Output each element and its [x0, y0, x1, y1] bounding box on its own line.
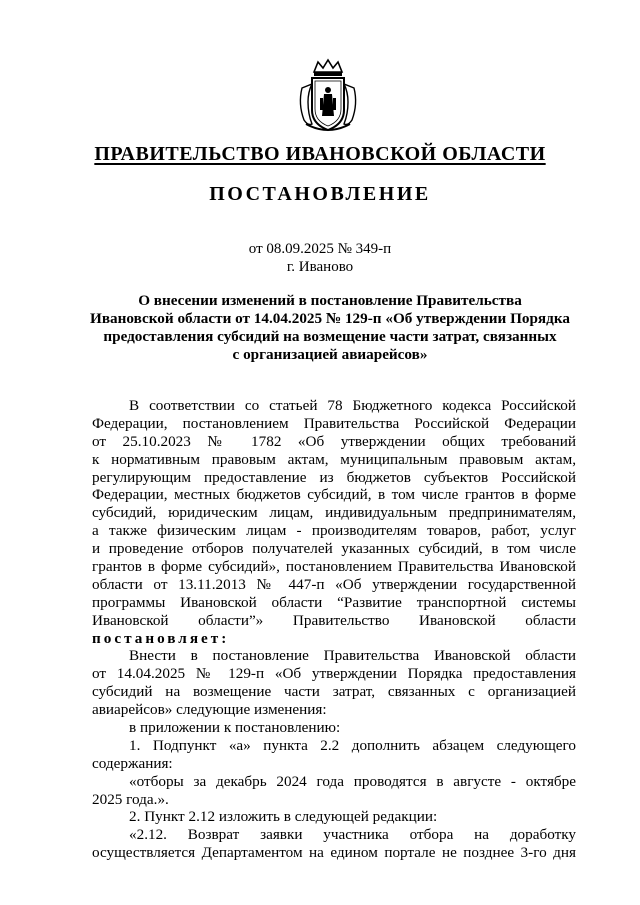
body-line: регулирующим предоставление из бюджетов субъектов Российской	[92, 468, 576, 486]
coat-of-arms-icon	[296, 58, 360, 134]
body-line: грантов в форме субсидий», постановлением Правительства Ивановской	[92, 558, 576, 576]
body-line: 2. Пункт 2.12 изложить в следующей редакции:	[129, 808, 438, 826]
body-line: в приложении к постановлению:	[129, 719, 341, 737]
body-line: 2025 года.».	[92, 790, 169, 808]
document-subject	[80, 292, 580, 364]
document-type-title: ПОСТАНОВЛЕНИЕ	[209, 183, 431, 205]
body-line: от 14.04.2025 № 129-п «Об утверждении Порядка предоставления	[92, 665, 576, 683]
body-line: от 25.10.2023 № 1782 «Об утверждении общих требований	[92, 432, 576, 450]
body-line: и проведение отборов получателей указанных субсидий, в том числе	[92, 540, 576, 558]
body-line: субсидий на возмещение части затрат, связанных с организацией	[92, 683, 576, 701]
body-line: Федерации, местных бюджетов субсидий, в том числе грантов в форме	[92, 486, 576, 504]
body-line: области от 13.11.2013 № 447-п «Об утверждении государственной	[92, 575, 576, 593]
decree-keyword: постановляет:	[92, 629, 230, 647]
body-line: программы Ивановской области “Развитие транспортной системы	[92, 593, 576, 611]
subject-line: предоставления субсидий на возмещение части затрат, связанных	[103, 328, 557, 345]
body-line: «отборы за декабрь 2024 года проводятся в августе - октябре	[129, 772, 576, 790]
body-line: Федерации, постановлением Правительства Российской Федерации	[92, 414, 576, 432]
body-line: авиарейсов» следующие изменения:	[92, 701, 327, 719]
body-line: «2.12. Возврат заявки участника отбора на доработку	[129, 826, 576, 844]
government-title: ПРАВИТЕЛЬСТВО ИВАНОВСКОЙ ОБЛАСТИ	[94, 143, 546, 165]
subject-line: О внесении изменений в постановление Правительства	[138, 292, 522, 309]
body-line: а также физическим лицам - производителям товаров, работ, услуг	[92, 522, 576, 540]
body-line: к нормативным правовым актам, муниципальным правовым актам,	[92, 450, 576, 468]
document-body	[92, 397, 576, 862]
city-line: г. Иваново	[286, 259, 354, 275]
body-line: Внести в постановление Правительства Ивановской области	[129, 647, 576, 665]
body-line: Ивановской области”» Правительство Ивановской области	[92, 611, 576, 629]
body-line: субсидий, юридическим лицам, индивидуальным предпринимателям,	[92, 504, 576, 522]
subject-line: с организацией авиарейсов»	[232, 346, 428, 363]
subject-line: Ивановской области от 14.04.2025 № 129-п «Об утверждении Порядка	[90, 310, 570, 327]
body-line: содержания:	[92, 754, 173, 772]
date-number-line: от 08.09.2025 № 349-п	[248, 241, 392, 257]
body-line: осуществляется Департаментом на едином портале не позднее 3-го дня	[92, 844, 576, 862]
body-line: В соответствии со статьей 78 Бюджетного кодекса Российской	[129, 397, 576, 414]
body-line: 1. Подпункт «а» пункта 2.2 дополнить абзацем следующего	[129, 736, 576, 754]
